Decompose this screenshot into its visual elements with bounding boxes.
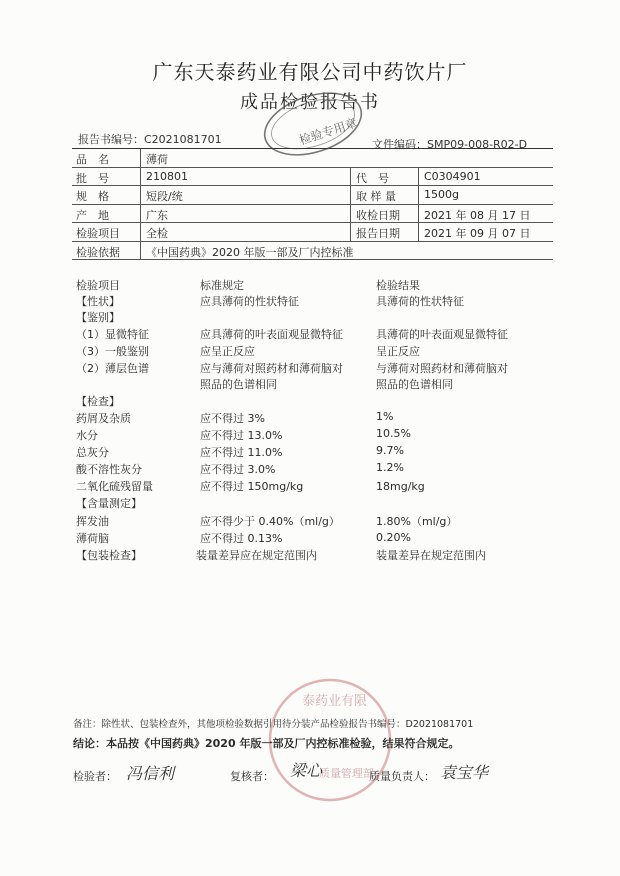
row-item: （3）一般鉴别 — [76, 345, 149, 358]
row-standard: 应不得过 3% — [200, 412, 265, 425]
row-result: 1.2% — [376, 461, 404, 474]
info-row-spec — [72, 186, 553, 205]
row-result: 照品的色谱相同 — [376, 378, 453, 391]
checker-signature: 梁心 — [290, 761, 323, 780]
row-result: 与薄荷对照药材和薄荷脑对 — [376, 362, 508, 375]
row-result: 具薄荷的叶表面观显微特征 — [376, 328, 508, 341]
row-result: 具薄荷的性状特征 — [376, 295, 464, 308]
sample-label: 取 样 量 — [356, 190, 396, 203]
row-standard: 应不得过 0.13% — [200, 532, 283, 545]
row-item: 【性状】 — [76, 295, 120, 308]
row-item: 【含量测定】 — [76, 497, 142, 510]
report-date-label: 报告日期 — [356, 227, 400, 240]
qa-manager-label: 质量负责人： — [369, 770, 435, 783]
inspector-signature: 冯信利 — [126, 764, 175, 783]
row-result: 0.20% — [376, 531, 411, 544]
svg-text:泰药业有限: 泰药业有限 — [302, 694, 368, 709]
info-row-batch — [72, 168, 553, 187]
row-standard: 照品的色谱相同 — [200, 378, 277, 391]
received-date: 2021 年 08 月 17 日 — [424, 208, 531, 222]
report-date: 2021 年 09 月 07 日 — [424, 227, 531, 240]
row-standard: 应不得过 13.0% — [200, 429, 283, 442]
info-row-name — [72, 149, 553, 168]
row-item: 总灰分 — [76, 446, 109, 459]
item-label: 检验项目 — [76, 227, 120, 240]
row-result: 18mg/kg — [376, 480, 425, 493]
row-result: 10.5% — [376, 427, 411, 440]
item-value: 全检 — [146, 227, 168, 240]
basis-value: 《中国药典》2020 年版一部及厂内控标准 — [146, 245, 354, 259]
sample-value: 1500g — [424, 188, 459, 201]
row-standard: 应具薄荷的叶表面观显微特征 — [200, 328, 343, 341]
row-standard: 应与薄荷对照药材和薄荷脑对 — [200, 362, 343, 375]
spec-label: 规 格 — [76, 190, 109, 203]
row-item: 【检查】 — [76, 395, 120, 408]
batch-number: 210801 — [146, 169, 188, 183]
row-result: 9.7% — [376, 444, 404, 457]
info-table — [72, 148, 553, 260]
code-label: 代 号 — [356, 171, 389, 185]
row-item: 【鉴别】 — [76, 311, 120, 324]
col-header-result: 检验结果 — [376, 279, 420, 292]
product-name: 薄荷 — [146, 153, 168, 166]
batch-label: 批 号 — [76, 171, 109, 185]
row-item: （2）薄层色谱 — [76, 362, 149, 375]
file-number: 文件编码：SMP09-008-R02-D — [372, 138, 528, 151]
report-number: 报告书编号：C2021081701 — [78, 133, 222, 146]
basis-label: 检验依据 — [76, 245, 120, 259]
checker-label: 复核者： — [230, 770, 274, 783]
col-header-item: 检验项目 — [76, 279, 120, 292]
row-standard: 应不得少于 0.40%（ml/g） — [200, 515, 340, 528]
row-result: 1.80%（ml/g） — [376, 515, 458, 528]
info-row-item — [72, 223, 553, 242]
conclusion: 结论：本品按《中国药典》2020 年版一部及厂内控标准检验，结果符合规定。 — [73, 737, 460, 750]
svg-text:检验专用章: 检验专用章 — [297, 115, 359, 148]
product-code: C0304901 — [424, 169, 481, 183]
company-title: 广东天泰药业有限公司中药饮片厂 — [152, 60, 468, 84]
name-label: 品 名 — [76, 153, 109, 166]
row-result: 1% — [376, 410, 394, 423]
svg-text:质量管理部: 质量管理部 — [319, 767, 374, 780]
row-standard: 应不得过 3.0% — [200, 463, 276, 476]
row-standard: 应呈正反应 — [200, 345, 255, 358]
inspector-label: 检验者： — [73, 770, 117, 783]
origin-label: 产 地 — [76, 208, 109, 222]
row-item: 二氧化硫残留量 — [76, 480, 153, 493]
row-standard: 装量差异应在规定范围内 — [196, 549, 317, 562]
row-result: 装量差异在规定范围内 — [376, 549, 486, 562]
origin-value: 广东 — [146, 208, 168, 222]
received-label: 收检日期 — [356, 208, 400, 222]
info-row-origin — [72, 205, 553, 224]
row-standard: 应不得过 11.0% — [200, 446, 283, 459]
col-header-standard: 标准规定 — [200, 279, 244, 292]
document-title: 成品检验报告书 — [240, 92, 380, 113]
row-result: 呈正反应 — [376, 345, 420, 358]
row-item: 【包装检查】 — [76, 549, 142, 562]
row-item: 薄荷脑 — [76, 532, 109, 545]
row-item: 水分 — [76, 429, 98, 442]
row-item: 挥发油 — [76, 515, 109, 528]
info-row-basis — [72, 242, 553, 261]
qa-manager-signature: 袁宝华 — [440, 763, 489, 782]
row-standard: 应具薄荷的性状特征 — [200, 295, 299, 308]
row-standard: 应不得过 150mg/kg — [200, 480, 304, 493]
spec-value: 短段/统 — [146, 190, 183, 203]
row-item: 酸不溶性灰分 — [76, 463, 142, 476]
remarks: 备注：除性状、包装检查外，其他项检验数据引用待分装产品检验报告书编号：D2021081701 — [73, 719, 474, 730]
row-item: 药屑及杂质 — [76, 412, 131, 425]
row-item: （1）显微特征 — [76, 328, 149, 341]
